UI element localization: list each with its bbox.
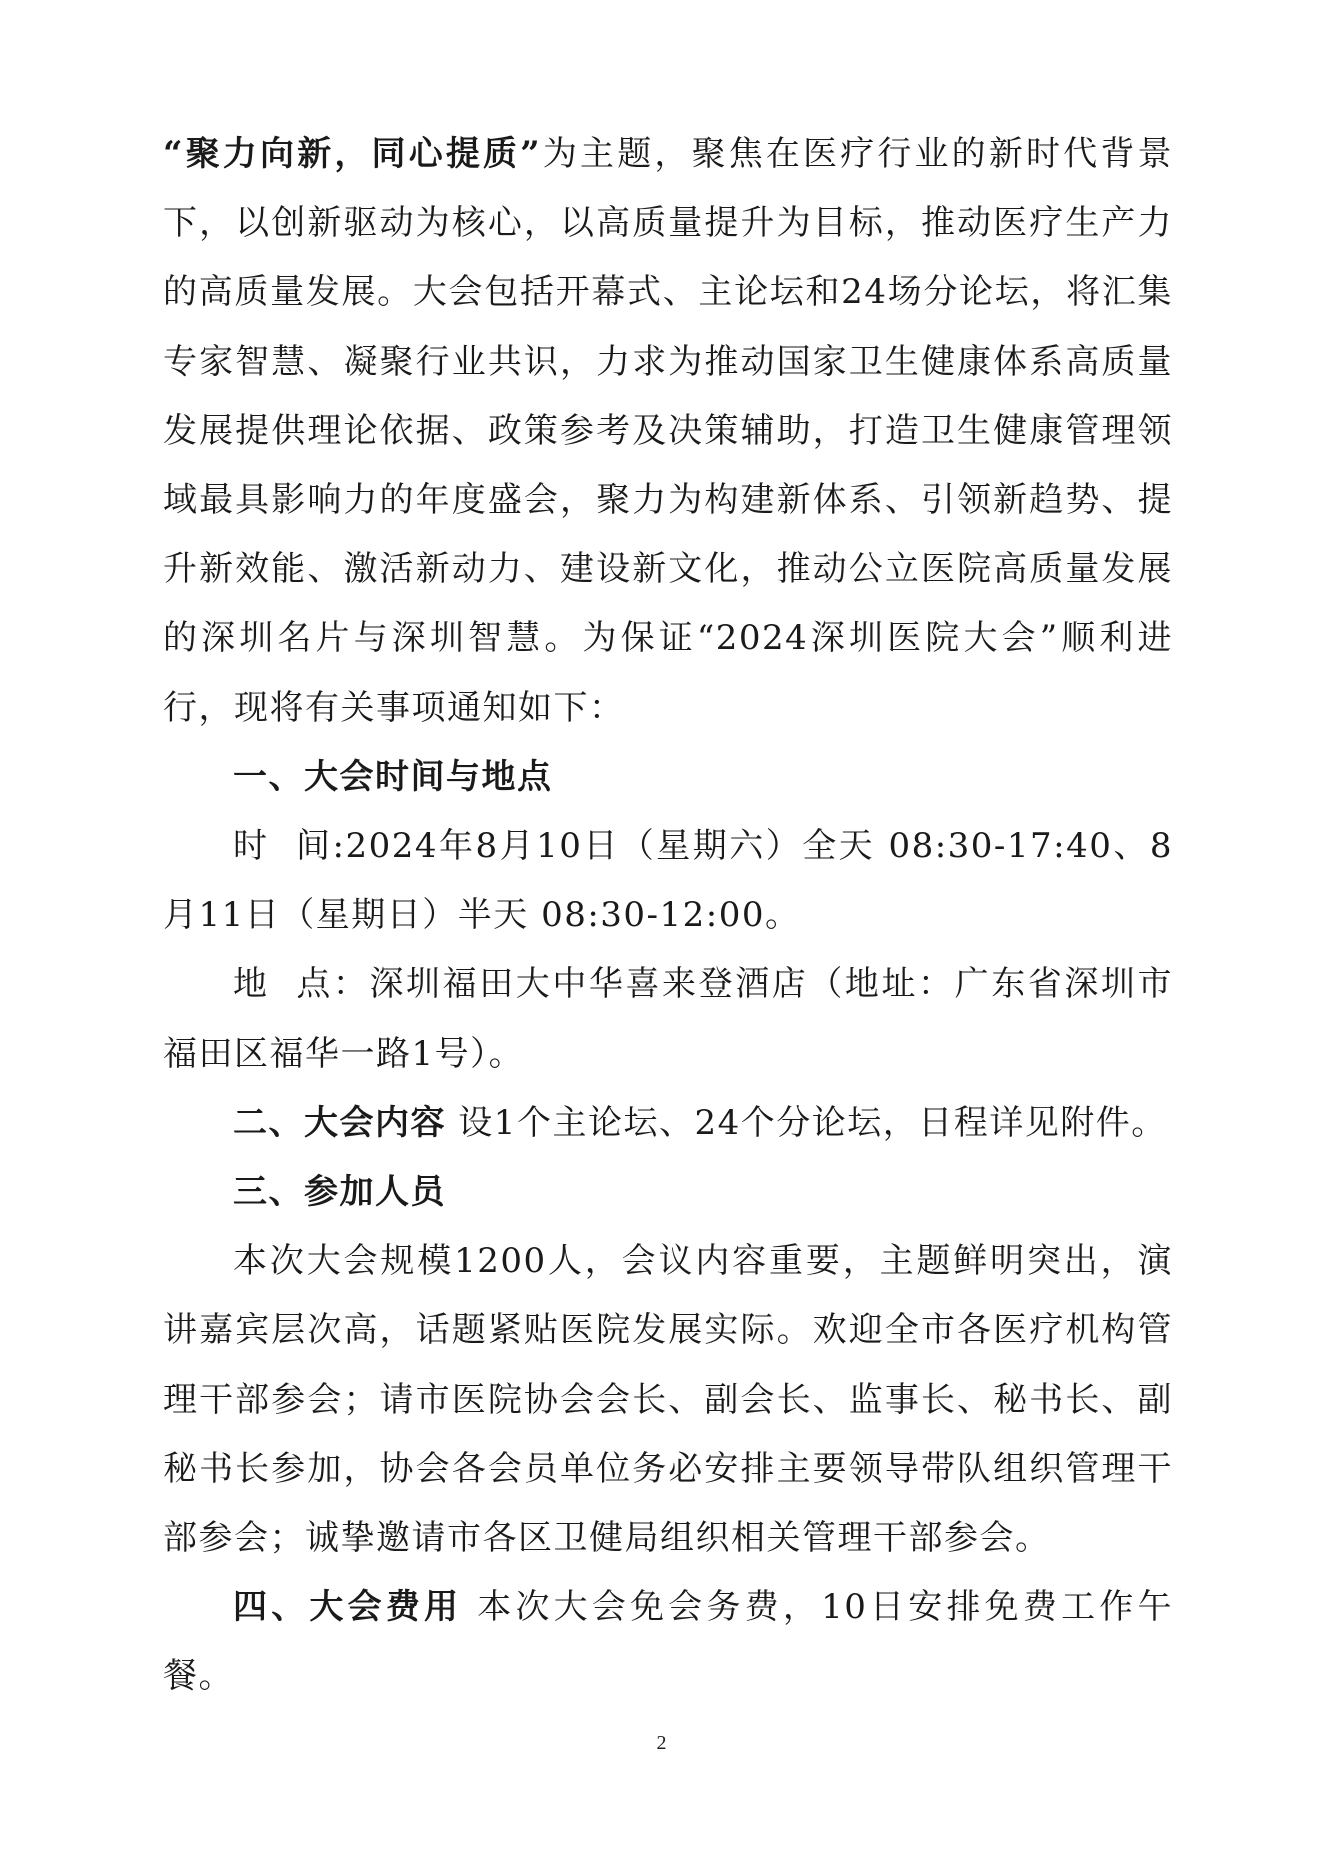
section-fees-paragraph	[163, 1573, 1173, 1711]
section-heading-time-place: 一、大会时间与地点	[233, 756, 553, 797]
document-body	[163, 120, 1173, 1712]
meeting-time: 时 间:2024年8月10日（星期六）全天 08:30-17:40、8月11日（星期日）半天 08:30-12:00。	[163, 826, 1173, 936]
fees-text: 本次大会免会务费，10日安排免费工作午餐。	[163, 1587, 1173, 1697]
content-text: 设1个主论坛、24个分论坛，日程详见附件。	[446, 1102, 1167, 1143]
intro-paragraph	[163, 120, 1173, 743]
theme-phrase: “聚力向新，同心提质”	[163, 134, 542, 174]
section-content-paragraph	[163, 1089, 1173, 1158]
meeting-place: 地 点：深圳福田大中华喜来登酒店（地址：广东省深圳市福田区福华一路1号）。	[163, 964, 1173, 1074]
section-heading-fees: 四、大会费用	[233, 1587, 463, 1628]
attendees-text: 本次大会规模1200人，会议内容重要，主题鲜明突出，演讲嘉宾层次高，话题紧贴医院发展实际。欢迎全市各医疗机构管理干部参会；请市医院协会会长、副会长、监事长、秘书长、副秘书长参加，协会各会员单位务必安排主要领导带队组织管理干部参会；诚挚邀请市各区卫健局组织相关管理干部参会。	[163, 1241, 1173, 1559]
section-heading-content: 二、大会内容	[233, 1102, 446, 1143]
section-heading-attendees: 三、参加人员	[233, 1172, 446, 1213]
page-number: 2	[656, 1732, 667, 1754]
intro-text: 为主题，聚焦在医疗行业的新时代背景下，以创新驱动为核心，以高质量提升为目标，推动医疗生产力的高质量发展。大会包括开幕式、主论坛和24场分论坛，将汇集专家智慧、凝聚行业共识，力求为推动国家卫生健康体系高质量发展提供理论依据、政策参考及决策辅助，打造卫生健康管理领域最具影响力的年度盛会，聚力为构建新体系、引领新趋势、提升新效能、激活新动力、建设新文化，推动公立医院高质量发展的深圳名片与深圳智慧。为保证“2024深圳医院大会”顺利进行，现将有关事项通知如下：	[163, 134, 1173, 728]
